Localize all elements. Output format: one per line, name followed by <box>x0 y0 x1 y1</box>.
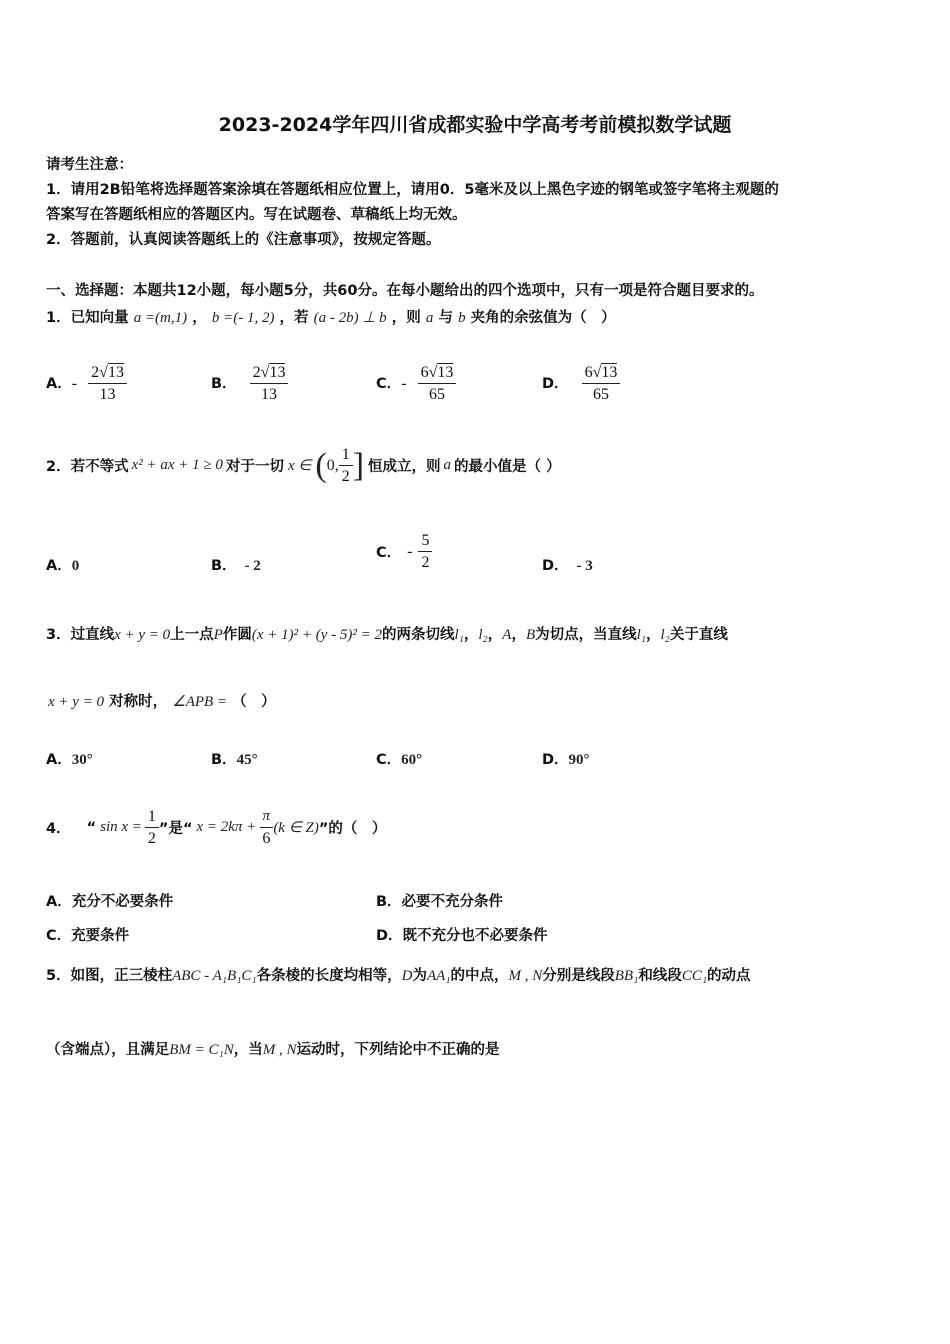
q4-option-c: C．充要条件 <box>46 928 130 944</box>
q3-option-d: D．90° <box>542 752 590 768</box>
q3-option-c: C．60° <box>376 752 423 768</box>
page-title: 2023-2024学年四川省成都实验中学高考考前模拟数学试题 <box>218 114 732 136</box>
q1-option-a: A．- $\frac{2√13}{13}$ <box>46 362 127 405</box>
q2-option-a: A．0 <box>46 558 80 574</box>
question-5-line-1: 5．如图，正三棱柱ABC - A₁B₁C₁各条棱的长度均相等，D为AA₁的中点，M , N分别是线段BB₁和线段CC₁的动点 <box>46 968 751 984</box>
q1-option-b: B． $\frac{2√13}{13}$ <box>211 362 288 405</box>
q4-option-a: A．充分不必要条件 <box>46 894 174 910</box>
q4-option-b: B．必要不充分条件 <box>376 894 504 910</box>
question-1: 1．已知向量 a =(m,1) ， b =(- 1, 2) ，若 (a - 2b) ⊥ b ，则 a 与 b 夹角的余弦值为（ ） <box>46 310 616 326</box>
notice-line-2: 答案写在答题纸相应的答题区内。写在试题卷、草稿纸上均无效。 <box>46 207 467 223</box>
question-3-line-1: 3．过直线x + y = 0上一点P作圆(x + 1)² + (y - 5)² = 2的两条切线l₁，l₂，A，B为切点，当直线l₁，l₂关于直线 <box>46 627 728 643</box>
notice-heading: 请考生注意： <box>46 157 133 173</box>
q2-option-b: B． - 2 <box>211 558 261 574</box>
q4-option-d: D．既不充分也不必要条件 <box>376 928 548 944</box>
question-5-line-2: （含端点），且满足BM = C₁N，当M , N运动时，下列结论中不正确的是 <box>46 1042 500 1058</box>
question-2: 2．若不等式 x² + ax + 1 ≥ 0 对于一切 x ∈ ( 0, $\frac{1}{2}$ ] 恒成立，则 a 的最小值是（ ） <box>46 446 561 485</box>
section-heading: 一、选择题：本题共12小题，每小题5分，共60分。在每小题给出的四个选项中，只有一项是符合题目要求的。 <box>46 283 764 299</box>
q1-option-c: C．- $\frac{6√13}{65}$ <box>376 362 456 405</box>
notice-line-1: 1．请用2B铅笔将选择题答案涂填在答题纸相应位置上，请用0．5毫米及以上黑色字迹的钢笔或签字笔将主观题的 <box>46 182 779 198</box>
question-4: 4． “ sin x = $\frac{1}{2}$ ”是“ x = 2kπ + $\frac{\pi}{6}$ (k ∈ Z) ”的（ ） <box>46 808 387 847</box>
notice-line-3: 2．答题前，认真阅读答题纸上的《注意事项》，按规定答题。 <box>46 232 441 248</box>
q3-option-a: A．30° <box>46 752 93 768</box>
question-3-line-2: x + y = 0 对称时， ∠APB = （ ） <box>48 694 276 710</box>
q3-option-b: B．45° <box>211 752 258 768</box>
q2-option-c: C． - $\frac{5}{2}$ <box>376 530 432 573</box>
q1-option-d: D． $\frac{6√13}{65}$ <box>542 362 620 405</box>
q2-option-d: D． - 3 <box>542 558 593 574</box>
